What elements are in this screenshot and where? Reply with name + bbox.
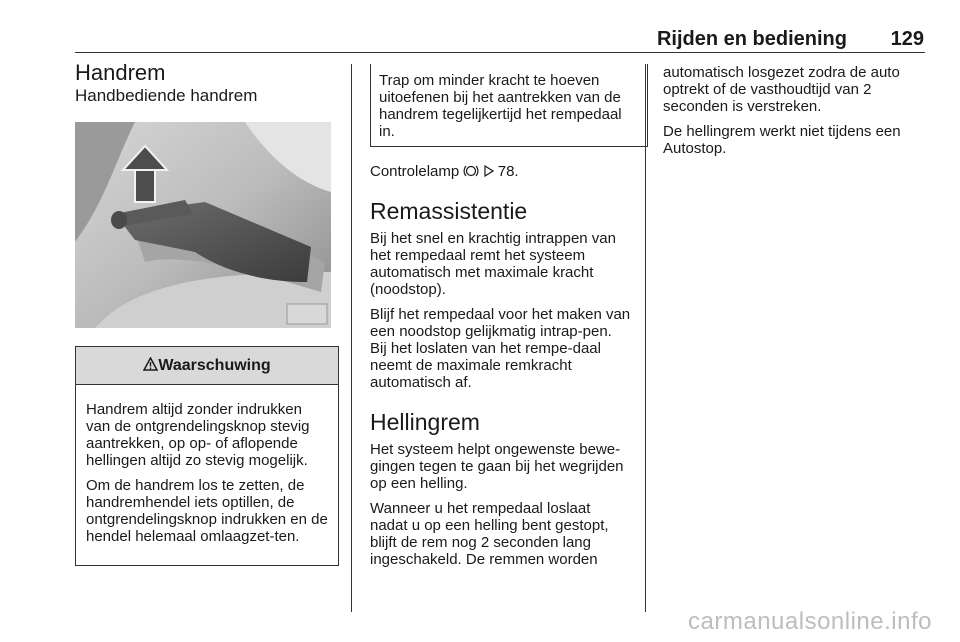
control-lamp-label: Controlelamp <box>370 163 460 180</box>
warning-paragraph: Handrem altijd zonder indrukken van de ontgrendelingsknop stevig aantrekken, op op- of aflopende hellingen altijd zo stevig mogelijk. <box>86 401 310 469</box>
page-number: 129 <box>890 28 924 50</box>
warning-box <box>75 346 339 566</box>
watermark: carmanualsonline.info <box>688 608 932 635</box>
body-paragraph: Blijf het rempedaal voor het maken van een noodstop gelijkmatig intrap-pen. Bij het loslaten van het rempe-daal neemt de maximale remkracht automatisch af. <box>370 306 631 391</box>
body-paragraph: Bij het snel en krachtig intrappen van het rempedaal remt het systeem automatisch met maximale kracht (noodstop). <box>370 230 616 298</box>
warning-body <box>76 385 338 565</box>
body-paragraph: Wanneer u het rempedaal loslaat nadat u op een helling bent gestopt, blijft de rem nog 2 seconden lang ingeschakeld. De remmen worden <box>370 500 609 568</box>
body-paragraph: De hellingrem werkt niet tijdens een Autostop. <box>663 123 901 157</box>
section-heading-hellingrem: Hellingrem <box>370 409 480 435</box>
control-lamp-page-ref: 78. <box>497 163 519 180</box>
body-paragraph: Het systeem helpt ongewenste bewe-gingen tegen te gaan bij het wegrijden op een helling. <box>370 441 624 492</box>
warning-title: Waarschuwing <box>158 357 271 374</box>
middle-column <box>370 64 632 576</box>
warning-paragraph: Om de handrem los te zetten, de handremhendel iets optillen, de ontgrendelingsknop indrukken en de hendel helemaal omlaagzet-ten. <box>86 477 328 545</box>
control-lamp-line <box>370 163 632 180</box>
handbrake-photo <box>75 122 331 328</box>
left-column <box>75 60 339 566</box>
note-box <box>370 64 648 147</box>
right-column <box>663 64 925 165</box>
page-header-title: Rijden en bediening <box>656 28 847 50</box>
brake-warning-lamp-icon <box>463 164 479 178</box>
note-text: Trap om minder kracht te hoeven uitoefenen bij het aantrekken van de handrem tegelijkertijd het rempedaal in. <box>379 72 622 140</box>
subheading-handbediende-handrem: Handbediende handrem <box>75 86 258 105</box>
warning-triangle-icon <box>143 357 158 371</box>
section-heading-handrem: Handrem <box>75 60 166 85</box>
page-reference-arrow-icon <box>484 165 494 177</box>
header-rule <box>75 52 925 53</box>
warning-header <box>76 346 338 385</box>
body-paragraph: automatisch losgezet zodra de auto optrekt of de vasthoudtijd van 2 seconden is verstreken. <box>663 64 900 115</box>
section-heading-remassistentie: Remassistentie <box>370 198 528 224</box>
column-divider-left <box>351 64 352 612</box>
